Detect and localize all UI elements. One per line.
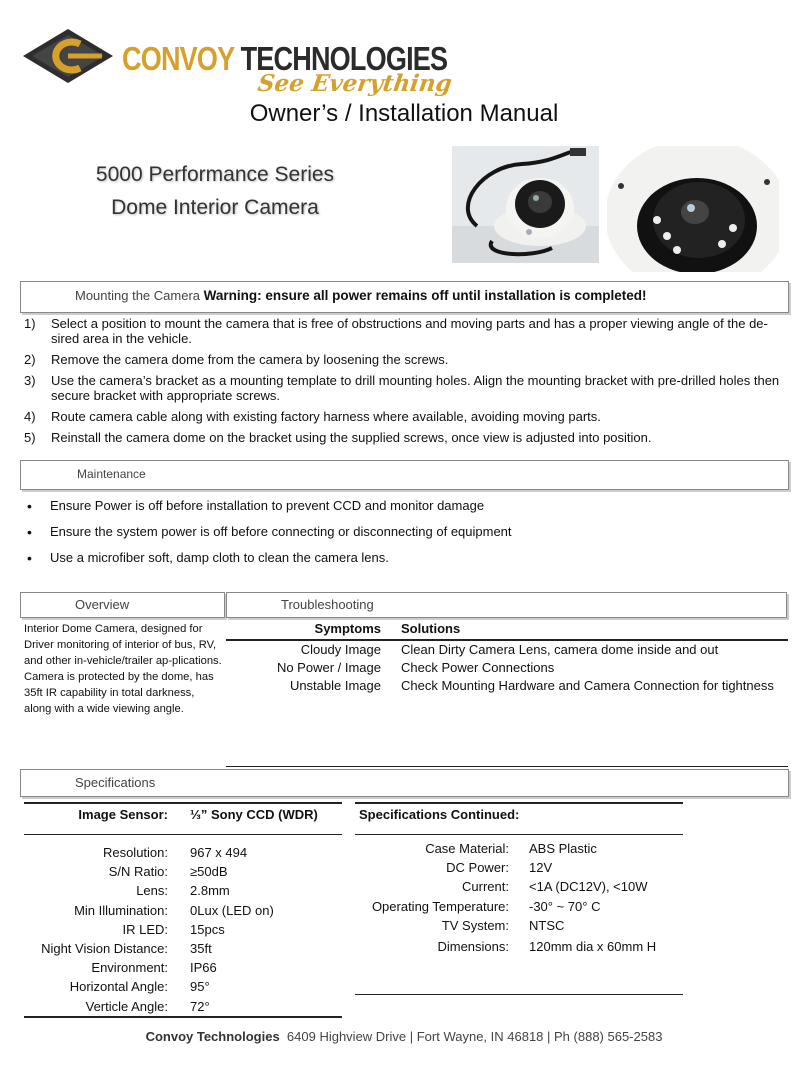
footer [0,1029,808,1044]
maintenance-label: Maintenance [77,467,146,481]
series-line: 5000 Performance Series [95,163,335,186]
camera-dome-closeup-photo [607,146,779,272]
table-row: Night Vision Distance: 35ft [41,940,212,956]
mounting-label: Mounting the Camera [75,288,201,303]
product-title [40,158,390,224]
solution-cell: Check Mounting Hardware and Camera Connection for tightness [401,678,774,693]
table-row [226,640,788,659]
symptoms-header: Symptoms [226,619,401,640]
solutions-header: Solutions [401,619,788,640]
table-row: Horizontal Angle: 95° [69,979,210,995]
camera-photo-with-cable [452,146,599,263]
table-row: Operating Temperature: -30° ~ 70° C [371,898,601,914]
symptom-cell: Cloudy Image [300,642,381,657]
specifications-table-right [355,802,683,995]
spec-continued-header: Specifications Continued: [355,804,683,835]
divider [226,766,788,767]
manual-title: Owner’s / Installation Manual [249,100,559,127]
brand-name: CONVOY TECHNOLOGIES [122,40,448,77]
solution-cell: Check Power Connections [401,660,555,675]
list-item: 1) Select a position to mount the camera that is free of obstructions and moving parts and has a proper viewing angle of the de-sired area in the vehicle. [24,316,768,346]
solution-cell: Clean Dirty Camera Lens, camera dome inside and out [401,642,719,657]
table-row: Resolution: 967 x 494 [102,845,248,860]
image-sensor-value: ⅓” Sony CCD (WDR) [190,807,318,822]
table-row: IR LED: 15pcs [122,921,225,937]
table-row: Lens: 2.8mm [136,883,230,899]
footer-company: Convoy Technologies [145,1029,280,1044]
overview-text: Interior Dome Camera, designed for Driver monitoring of interior of bus, RV, and other in-vehicle/trailer ap-plications. Camera is protected by the dome, has 35ft IR capability in total darkness, along with a wide viewing angle. [24,623,222,715]
spec-header-row [24,804,342,835]
table-row: Verticle Angle: 72° [85,998,210,1014]
table-row: Current: <1A (DC12V), <10W [462,879,648,895]
specifications-table-left [24,802,342,1018]
troubleshooting-label: Troubleshooting [281,597,374,612]
overview-label: Overview [75,597,130,612]
mounting-header-text [75,288,646,303]
specifications-label: Specifications [75,775,156,790]
table-row: TV System: NTSC [441,917,565,933]
product-line: Dome Interior Camera [111,196,319,219]
mounting-steps [24,316,784,451]
list-item: 3) Use the camera’s bracket as a mounting template to drill mounting holes. Align the mounting bracket with pre-drilled holes then secure bracket with appropriate screws. [24,373,780,403]
table-row: S/N Ratio: ≥50dB [108,864,228,880]
company-logo [22,28,114,84]
table-row: Dimensions: 120mm dia x 60mm H [437,938,657,954]
list-item: • Ensure Power is off before installation to prevent CCD and monitor damage [24,498,724,524]
table-row: DC Power: 12V [446,860,553,876]
maintenance-list [24,498,724,576]
list-item: 5) Reinstall the camera dome on the bracket using the supplied screws, once view is adjusted into position. [24,430,652,445]
table-row [226,659,788,677]
table-row: Case Material: ABS Plastic [425,841,597,856]
image-sensor-label: Image Sensor: [78,807,168,822]
table-row: Min Illumination: 0Lux (LED on) [74,902,274,918]
symptom-cell: Unstable Image [289,678,381,693]
list-item: 2) Remove the camera dome from the camera by loosening the screws. [24,352,449,367]
brand-tagline: See Everything [256,70,454,97]
table-row [226,677,788,695]
mounting-warning: Warning: ensure all power remains off until installation is completed! [203,288,647,303]
footer-address: 6409 Highview Drive | Fort Wayne, IN 46818 | Ph (888) 565-2583 [286,1029,663,1044]
symptom-cell: No Power / Image [276,660,381,675]
troubleshooting-table [226,619,788,695]
list-item: • Use a microfiber soft, damp cloth to clean the camera lens. [24,550,724,576]
list-item: 4) Route camera cable along with existing factory harness where available, avoiding moving parts. [24,409,601,424]
table-row: Environment: IP66 [91,960,217,976]
list-item: • Ensure the system power is off before connecting or disconnecting of equipment [24,524,724,550]
table-header-row [226,619,788,640]
